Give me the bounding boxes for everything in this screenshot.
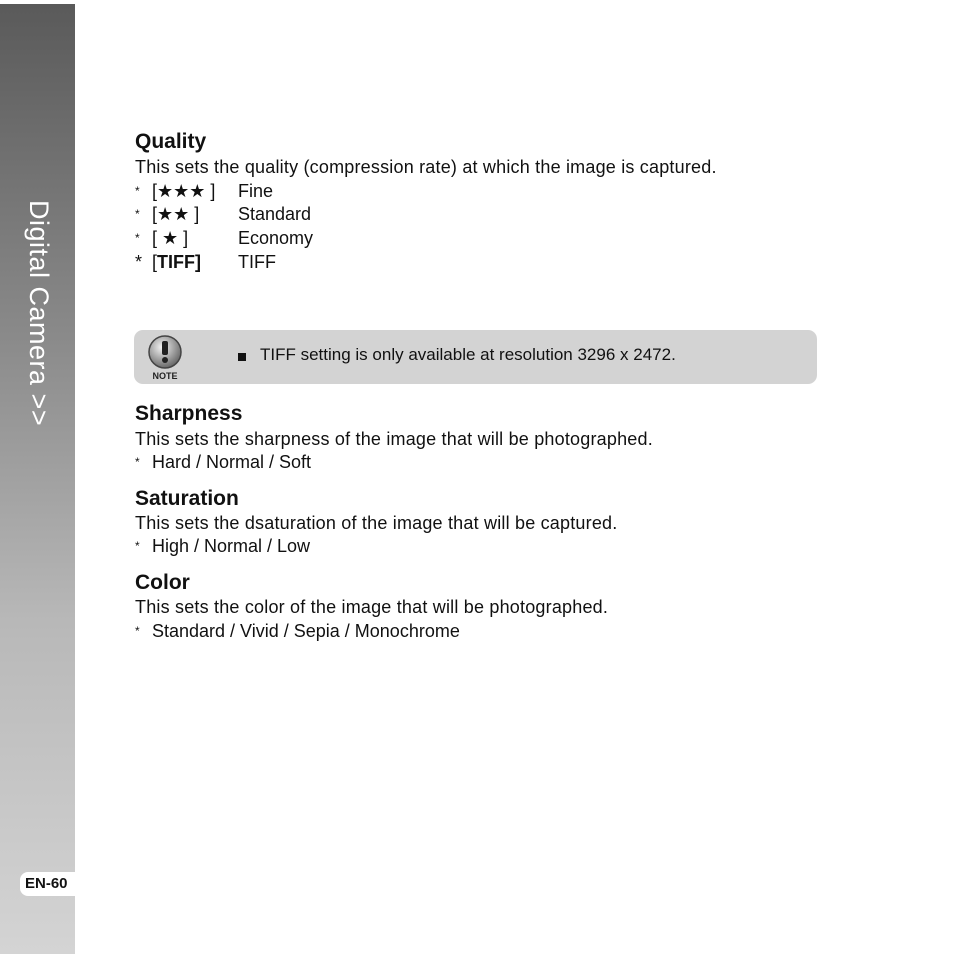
color-heading: Color — [135, 571, 190, 594]
quality-option-key: TIFF] — [157, 252, 201, 272]
quality-option-fine — [135, 181, 273, 202]
note-text: TIFF setting is only available at resolution 3296 x 2472. — [260, 345, 676, 364]
note-bullet-square-icon — [238, 353, 246, 361]
page-number: EN-60 — [20, 872, 76, 896]
saturation-heading: Saturation — [135, 487, 239, 510]
quality-option-standard — [135, 204, 311, 225]
sharpness-options-text: Hard / Normal / Soft — [152, 452, 312, 472]
bullet-asterisk: * — [135, 539, 140, 553]
bullet-asterisk: * — [135, 455, 140, 469]
sharpness-options — [135, 452, 311, 473]
bullet-asterisk: * — [135, 207, 140, 221]
bullet-asterisk: * — [135, 231, 140, 245]
note-box — [134, 330, 817, 384]
quality-heading: Quality — [135, 130, 207, 153]
note-icon — [145, 334, 185, 382]
bullet-asterisk: * — [135, 624, 140, 638]
quality-option-label: TIFF — [238, 252, 276, 272]
quality-option-tiff — [135, 252, 276, 273]
quality-option-label: Economy — [238, 228, 314, 248]
bullet-asterisk: * — [135, 184, 140, 198]
color-options-text: Standard / Vivid / Sepia / Monochrome — [152, 621, 460, 641]
quality-description: This sets the quality (compression rate) at which the image is captured. — [135, 157, 717, 177]
sidebar — [0, 4, 75, 954]
color-description: This sets the color of the image that will be photographed. — [135, 597, 609, 617]
quality-option-key: [ ★ ] — [152, 228, 189, 248]
saturation-options-text: High / Normal / Low — [152, 536, 311, 556]
quality-option-economy — [135, 228, 313, 249]
quality-option-label: Standard — [238, 204, 312, 224]
quality-option-key: [★★★ ] — [152, 181, 216, 201]
note-icon-label: NOTE — [152, 371, 178, 381]
bullet-asterisk: * — [135, 252, 143, 272]
sidebar-title: Digital Camera >> — [24, 200, 54, 427]
sharpness-description: This sets the sharpness of the image that will be photographed. — [135, 429, 653, 449]
saturation-description: This sets the dsaturation of the image that will be captured. — [135, 513, 618, 533]
sharpness-heading: Sharpness — [135, 402, 243, 425]
quality-option-label: Fine — [238, 181, 274, 201]
color-options — [135, 621, 460, 642]
quality-option-key-prefix: [ — [152, 252, 158, 272]
quality-option-key: [★★ ] — [152, 204, 200, 224]
saturation-options — [135, 536, 310, 557]
